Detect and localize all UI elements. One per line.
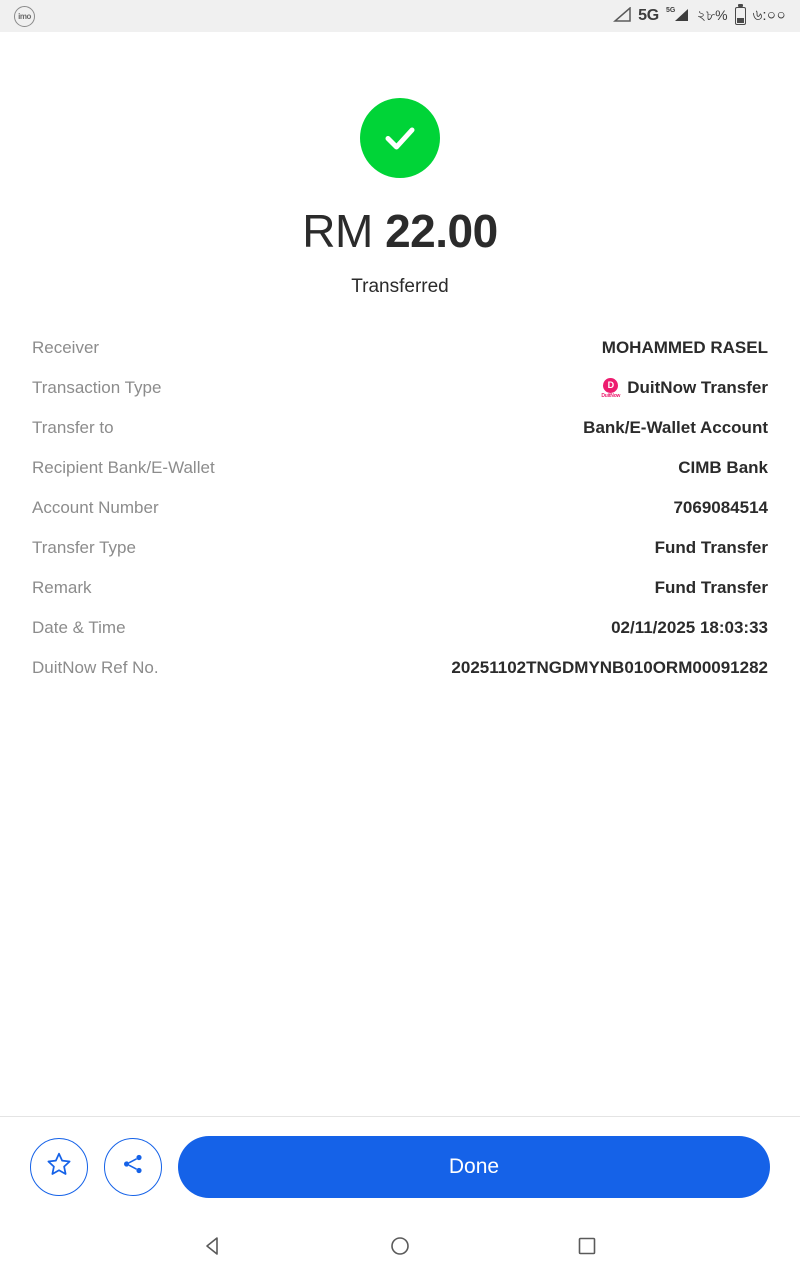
system-navigation-bar <box>0 1216 800 1280</box>
star-icon <box>46 1151 72 1182</box>
favorite-button[interactable] <box>30 1138 88 1196</box>
done-button[interactable]: Done <box>178 1136 770 1198</box>
detail-label: Recipient Bank/E-Wallet <box>32 458 215 477</box>
detail-label: Transfer to <box>32 418 114 437</box>
detail-value: Fund Transfer <box>654 578 768 597</box>
amount-value: 22.00 <box>385 205 498 257</box>
battery-percent-label: ২৮% <box>696 7 728 23</box>
signal-bars-icon <box>666 6 690 26</box>
check-icon <box>360 98 440 178</box>
table-row <box>32 448 768 488</box>
detail-value: MOHAMMED RASEL <box>601 338 768 357</box>
home-circle-icon[interactable] <box>389 1235 411 1262</box>
recents-square-icon[interactable] <box>576 1235 598 1262</box>
share-button[interactable] <box>104 1138 162 1196</box>
status-bar-right <box>613 4 786 29</box>
back-triangle-icon[interactable] <box>202 1235 224 1262</box>
receipt-content <box>0 32 800 1116</box>
signal-triangle-icon <box>613 7 631 26</box>
share-icon <box>121 1152 145 1181</box>
transaction-details-list <box>32 328 768 688</box>
table-row <box>32 608 768 648</box>
clock-label: ৬:০০ <box>752 6 786 24</box>
detail-label: Transfer Type <box>32 538 136 557</box>
detail-value: CIMB Bank <box>678 458 768 477</box>
detail-label: Account Number <box>32 498 159 517</box>
svg-text:5G: 5G <box>665 7 676 14</box>
detail-value: 7069084514 <box>673 498 768 517</box>
detail-value: Bank/E-Wallet Account <box>583 418 768 437</box>
currency-label: RM <box>302 205 373 257</box>
detail-value: 02/11/2025 18:03:33 <box>611 618 768 637</box>
detail-label: Receiver <box>32 338 100 357</box>
table-row <box>32 528 768 568</box>
status-bar <box>0 0 800 32</box>
table-row <box>32 568 768 608</box>
detail-label: Remark <box>32 578 92 597</box>
table-row <box>32 328 768 368</box>
table-row <box>32 368 768 408</box>
success-icon-wrap <box>32 98 768 178</box>
detail-label: Transaction Type <box>32 378 162 397</box>
detail-value: 20251102TNGDMYNB010ORM00091282 <box>451 658 768 677</box>
detail-label: DuitNow Ref No. <box>32 658 159 677</box>
battery-icon <box>735 7 746 25</box>
detail-value: Fund Transfer <box>654 538 768 557</box>
table-row <box>32 648 768 688</box>
duitnow-logo-icon: D DuitNow <box>601 379 621 399</box>
transfer-status-label: Transferred <box>351 276 449 297</box>
status-bar-left <box>14 6 35 27</box>
table-row <box>32 408 768 448</box>
detail-label: Date & Time <box>32 618 126 637</box>
bottom-action-bar <box>0 1116 800 1216</box>
detail-value: D DuitNow DuitNow Transfer <box>601 378 768 399</box>
network-type-label: 5G <box>638 7 659 24</box>
table-row <box>32 488 768 528</box>
amount-display <box>32 205 768 257</box>
imo-app-icon: imo <box>14 6 35 27</box>
